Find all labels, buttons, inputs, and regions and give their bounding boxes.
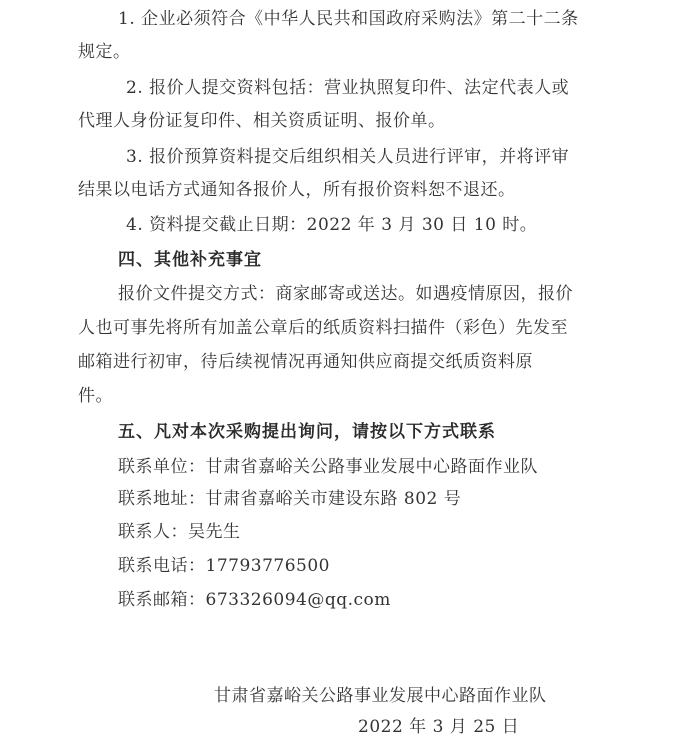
item2-line2: 代理人身份证复印件、相关资质证明、报价单。 <box>78 111 446 131</box>
section4-para-line3: 邮箱进行初审，待后续视情况再通知供应商提交纸质资料原 <box>78 352 533 372</box>
contact-unit: 联系单位：甘肃省嘉峪关公路事业发展中心路面作业队 <box>118 457 538 477</box>
item2-line1: 2. 报价人提交资料包括：营业执照复印件、法定代表人或 <box>126 78 570 98</box>
item1-line1: 1. 企业必须符合《中华人民共和国政府采购法》第二十二条 <box>118 9 579 29</box>
section4-para-line4: 件。 <box>78 386 113 406</box>
signature-org: 甘肃省嘉峪关公路事业发展中心路面作业队 <box>214 686 547 706</box>
contact-address: 联系地址：甘肃省嘉峪关市建设东路 802 号 <box>118 489 462 509</box>
item3-line2: 结果以电话方式通知各报价人，所有报价资料恕不退还。 <box>78 180 516 200</box>
contact-person: 联系人：吴先生 <box>118 522 241 542</box>
section5-heading: 五、凡对本次采购提出询问，请按以下方式联系 <box>118 422 496 442</box>
contact-phone: 联系电话：17793776500 <box>118 556 330 576</box>
section4-heading: 四、其他补充事宜 <box>118 250 262 270</box>
signature-date: 2022 年 3 月 25 日 <box>358 717 520 737</box>
section4-para-line2: 人也可事先将所有加盖公章后的纸质资料扫描件（彩色）先发至 <box>78 318 568 338</box>
item3-line1: 3. 报价预算资料提交后组织相关人员进行评审，并将评审 <box>126 147 570 167</box>
item1-line2: 规定。 <box>78 42 131 62</box>
item4-line1: 4. 资料提交截止日期：2022 年 3 月 30 日 10 时。 <box>126 215 538 235</box>
contact-email: 联系邮箱：673326094@qq.com <box>118 590 391 610</box>
section4-para-line1: 报价文件提交方式：商家邮寄或送达。如遇疫情原因，报价 <box>118 284 573 304</box>
